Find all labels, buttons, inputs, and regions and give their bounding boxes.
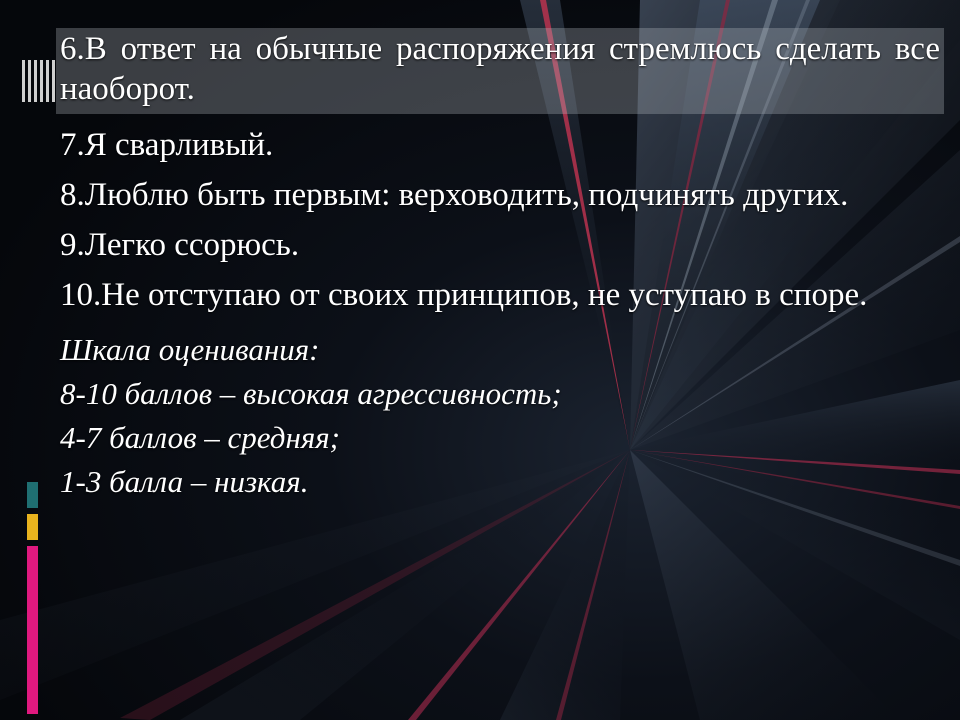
scale-level-high: 8-10 баллов – высокая агрессивность; bbox=[60, 375, 562, 411]
list-item-7: 7.Я сварливый. bbox=[60, 126, 274, 163]
accent-bar-teal bbox=[27, 482, 38, 508]
barcode-icon bbox=[22, 60, 56, 102]
left-accent-strip bbox=[27, 482, 38, 714]
accent-bar-pink bbox=[27, 546, 38, 714]
scale-level-low: 1-3 балла – низкая. bbox=[60, 464, 309, 500]
list-item-8: 8.Люблю быть первым: верховодить, подчинять других. bbox=[60, 176, 849, 213]
scale-level-medium: 4-7 баллов – средняя; bbox=[60, 420, 340, 456]
list-item-9: 9.Легко ссорюсь. bbox=[60, 226, 300, 263]
scale-heading: Шкала оценивания: bbox=[60, 331, 320, 367]
list-item-6: 6.В ответ на обычные распоряжения стремлюсь сделать все наоборот. bbox=[56, 28, 944, 114]
accent-bar-gold bbox=[27, 514, 38, 540]
slide-content bbox=[60, 28, 950, 507]
list-item-10: 10.Не отступаю от своих принципов, не уступаю в споре. bbox=[60, 276, 868, 313]
